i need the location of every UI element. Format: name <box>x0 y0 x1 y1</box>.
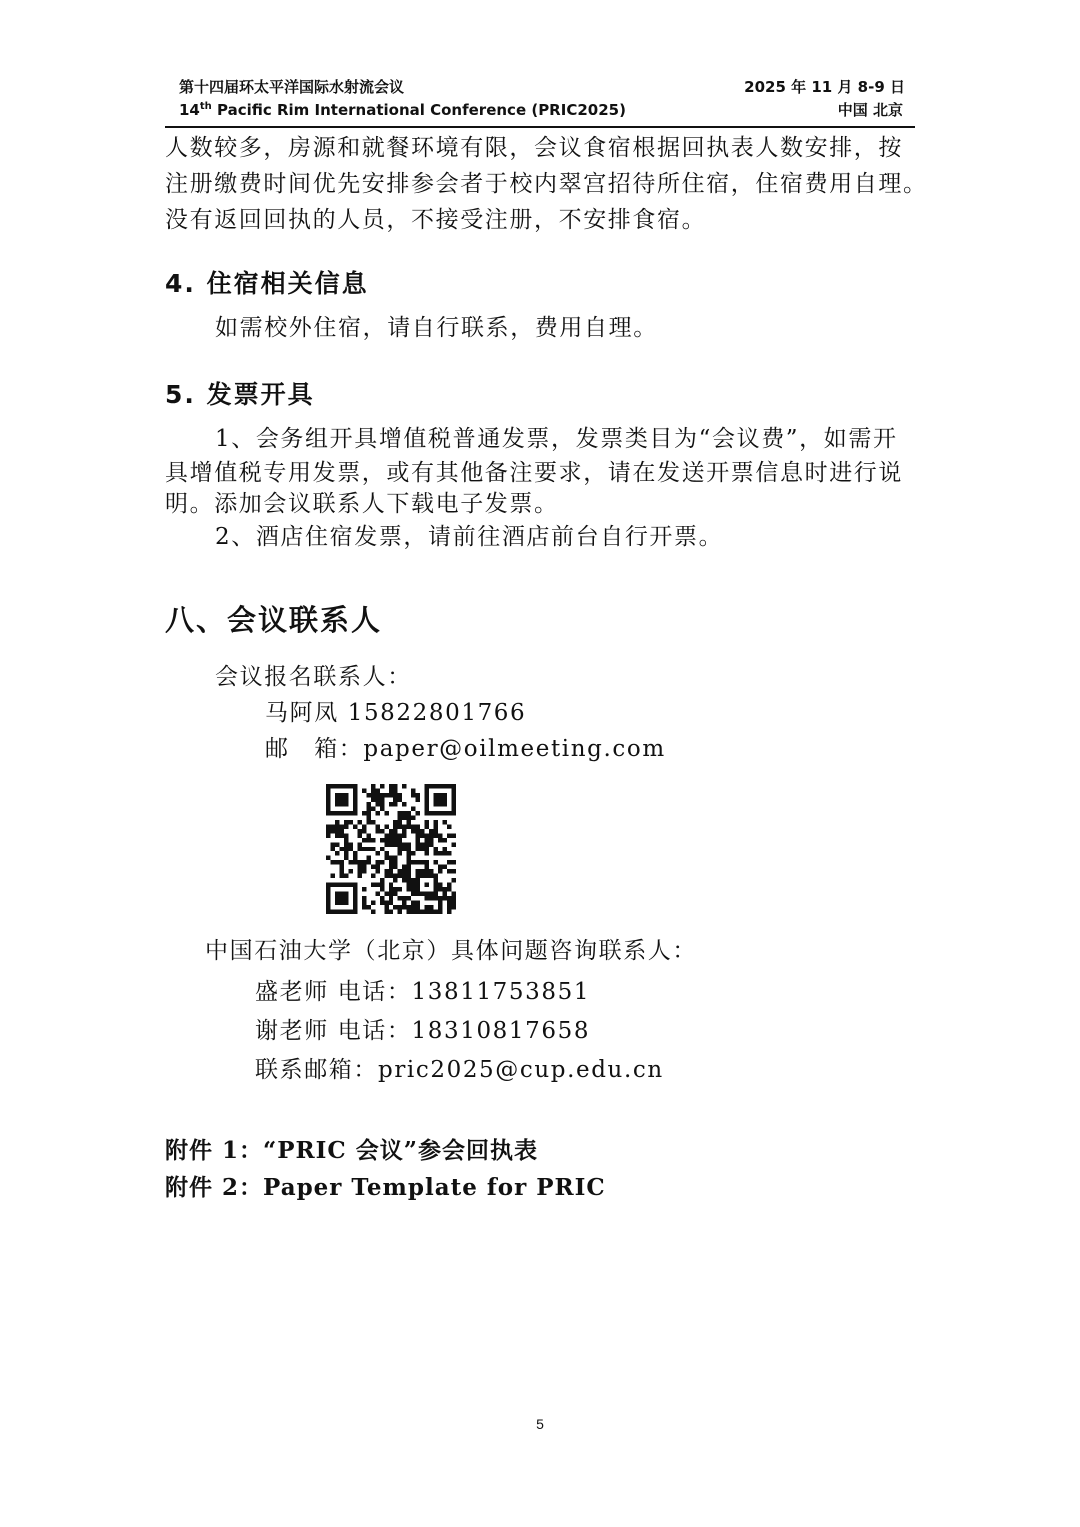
section-8-heading: 八、会议联系人 <box>165 603 383 637</box>
header-title-cn: 第十四届环太平洋国际水射流会议 <box>179 78 405 96</box>
intro-line-3: 没有返回回执的人员，不接受注册，不安排食宿。 <box>165 207 707 233</box>
invoice-line-1: 1、会务组开具增值税普通发票，发票类目为“会议费”，如需开 <box>215 426 898 452</box>
contact-xie: 谢老师 电话：18310817658 <box>255 1018 591 1044</box>
section-4-heading: 4. 住宿相关信息 <box>165 269 369 298</box>
qr-code-icon <box>326 784 456 914</box>
registration-email: 邮 箱：paper@oilmeeting.com <box>265 736 666 762</box>
contact-email: 联系邮箱：pric2025@cup.edu.cn <box>255 1057 664 1083</box>
header-title-en: 14th Pacific Rim International Conference (PRIC2025) <box>179 101 626 119</box>
attachment-1[interactable]: 附件 1：“PRIC 会议”参会回执表 <box>165 1137 538 1164</box>
registration-contact-person: 马阿凤 15822801766 <box>265 700 527 726</box>
page-number: 5 <box>536 1416 544 1432</box>
header-titles <box>179 76 626 122</box>
invoice-line-3: 明。添加会议联系人下载电子发票。 <box>165 491 559 517</box>
invoice-line-4: 2、酒店住宿发票，请前往酒店前台自行开票。 <box>215 524 724 550</box>
intro-line-2: 注册缴费时间优先安排参会者于校内翠宫招待所住宿，住宿费用自理。 <box>165 171 928 197</box>
section-4-text: 如需校外住宿，请自行联系，费用自理。 <box>215 315 658 341</box>
cup-contact-label: 中国石油大学（北京）具体问题咨询联系人： <box>205 938 697 964</box>
header-location: 中国 北京 <box>837 101 903 119</box>
header-date-location <box>744 76 905 122</box>
registration-contact-label: 会议报名联系人： <box>215 664 412 690</box>
attachment-2[interactable]: 附件 2：Paper Template for PRIC <box>165 1174 606 1201</box>
contact-sheng: 盛老师 电话：13811753851 <box>255 979 591 1005</box>
intro-line-1: 人数较多，房源和就餐环境有限，会议食宿根据回执表人数安排，按 <box>165 135 903 161</box>
section-5-heading: 5. 发票开具 <box>165 380 315 409</box>
page-header <box>165 72 915 128</box>
header-date: 2025 年 11 月 8-9 日 <box>744 78 905 96</box>
invoice-line-2: 具增值税专用发票，或有其他备注要求，请在发送开票信息时进行说 <box>165 460 903 486</box>
